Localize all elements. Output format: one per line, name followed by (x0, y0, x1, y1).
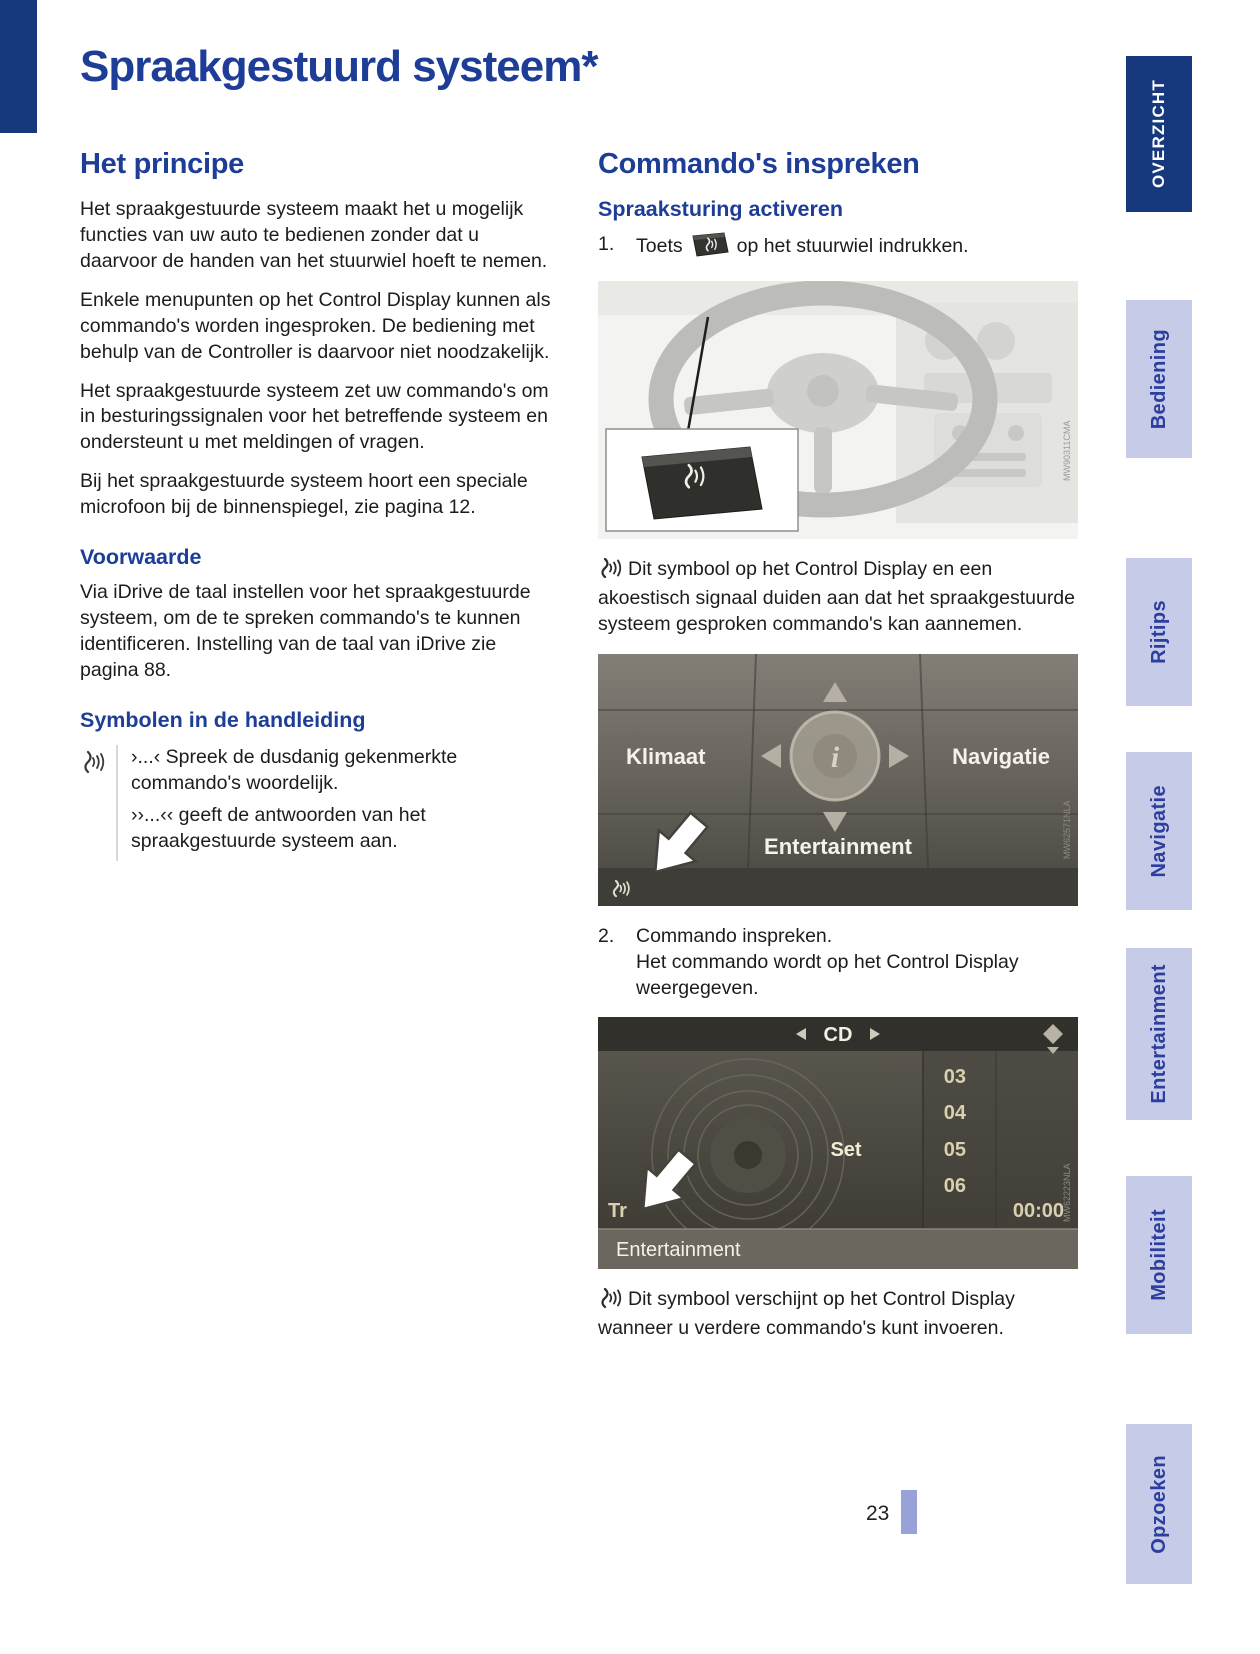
screenshot-watermark: MW62223NLA (1062, 1163, 1072, 1223)
tab-entertainment (1126, 948, 1192, 1120)
tab-label: OVERZICHT (1149, 79, 1168, 189)
tab-rijtips (1126, 558, 1192, 706)
legend-line: ›...‹ Spreek de dusdanig gekenmerkte commando's woordelijk. (131, 745, 458, 794)
tab-label: Rijtips (1147, 600, 1170, 664)
step-number: 2. (598, 924, 615, 947)
subsection-heading-symbolen: Symbolen in de handleiding (80, 707, 366, 732)
tab-navigatie (1126, 752, 1192, 910)
page-number: 23 (866, 1502, 890, 1525)
note-text: Dit symbool op het Control Display en een akoestisch signaal duiden aan dat het spraakgestuurde systeem gesproken commando's kan aannemen. (598, 557, 1075, 635)
control-display-menu-screenshot (598, 654, 1078, 906)
step-line: Het commando wordt op het Control Display weergegeven. (636, 950, 1019, 999)
step-text-before: Toets (636, 235, 683, 257)
voice-symbol-note-2 (598, 1287, 1078, 1342)
corner-accent-bar (0, 0, 37, 133)
steering-wheel-photo (598, 281, 1078, 539)
section-heading-commandos: Commando's inspreken (598, 148, 920, 180)
screenshot-watermark: MW62571NLA (1062, 800, 1072, 859)
tab-label: Bediening (1147, 328, 1170, 430)
cd-track-number: 06 (943, 1175, 966, 1198)
step-line: Commando inspreken. (636, 924, 833, 947)
tab-label: Opzoeken (1147, 1454, 1170, 1554)
voice-symbol-icon (598, 558, 622, 586)
legend-line: ››...‹‹ geeft de antwoorden van het spraakgestuurde systeem aan. (131, 803, 426, 852)
right-column (598, 148, 1078, 1342)
tab-label: Navigatie (1147, 784, 1170, 878)
step-text (636, 232, 1078, 265)
note-text: Dit symbool verschijnt op het Control Display wanneer u verdere commando's kunt invoeren. (598, 1288, 1015, 1340)
left-column (80, 148, 560, 1342)
section-heading-het-principe: Het principe (80, 148, 244, 180)
paragraph: Het spraakgestuurde systeem maakt het u mogelijk functies van uw auto te bedienen zonder dat u daarvoor de handen van het stuurwiel hoeft te nemen. (80, 198, 548, 272)
subsection-heading-activeren: Spraaksturing activeren (598, 197, 843, 221)
page-content (80, 42, 1080, 1342)
tab-label: Entertainment (1147, 964, 1170, 1104)
tab-mobiliteit (1126, 1176, 1192, 1334)
tab-overzicht (1126, 56, 1192, 212)
paragraph: Via iDrive de taal instellen voor het spraakgestuurde systeem, om de te spreken commando's te kunnen identificeren. Instelling van de taal van iDrive zie pagina 88. (80, 581, 531, 681)
control-display-cd-screenshot (598, 1017, 1078, 1269)
cd-track-number: 04 (943, 1102, 966, 1125)
paragraph: Het spraakgestuurde systeem zet uw commando's om in besturingssignalen voor het betreffende systeem en ondersteunt u met meldingen of vragen. (80, 379, 549, 454)
symbol-legend-block (80, 745, 560, 861)
controller-i-glyph: i (830, 740, 840, 774)
page-number-accent-bar (901, 1490, 917, 1534)
cd-source-label: Entertainment (616, 1239, 741, 1262)
step-number: 1. (598, 233, 615, 255)
tab-label: Mobiliteit (1147, 1209, 1170, 1301)
step-1 (598, 232, 1078, 265)
cd-time: 00:00 (1012, 1200, 1064, 1223)
cd-track-prefix: Tr (608, 1200, 627, 1223)
tab-bediening (1126, 300, 1192, 458)
step-text-after: op het stuurwiel indrukken. (736, 235, 969, 257)
cd-track-number: 05 (943, 1139, 966, 1162)
steering-wheel-voice-button-icon (690, 232, 730, 265)
menu-item-klimaat: Klimaat (626, 743, 706, 769)
step-text (636, 924, 1078, 1002)
paragraph: Enkele menupunten op het Control Display kunnen als commando's worden ingesproken. De bediening met behulp van de Controller is daarvoor niet noodzakelijk. (80, 288, 551, 363)
menu-item-entertainment: Entertainment (764, 833, 912, 859)
cd-screen-title: CD (823, 1024, 853, 1047)
voice-symbol-icon (598, 1288, 622, 1316)
page-title: Spraakgestuurd systeem* (80, 42, 598, 91)
chapter-tab-bar (1126, 0, 1192, 1654)
tab-opzoeken (1126, 1424, 1192, 1584)
subsection-heading-voorwaarde: Voorwaarde (80, 545, 202, 570)
symbol-legend-text (116, 745, 560, 861)
photo-watermark: MW90311CMA (1062, 420, 1072, 481)
cd-set-label: Set (830, 1139, 862, 1162)
cd-track-number: 03 (943, 1066, 966, 1089)
step-2 (598, 924, 1078, 1002)
paragraph: Bij het spraakgestuurde systeem hoort een speciale microfoon bij de binnenspiegel, zie pagina 12. (80, 470, 528, 519)
voice-command-icon (80, 745, 116, 861)
menu-item-navigatie: Navigatie (952, 743, 1050, 769)
voice-symbol-note-1 (598, 557, 1078, 638)
